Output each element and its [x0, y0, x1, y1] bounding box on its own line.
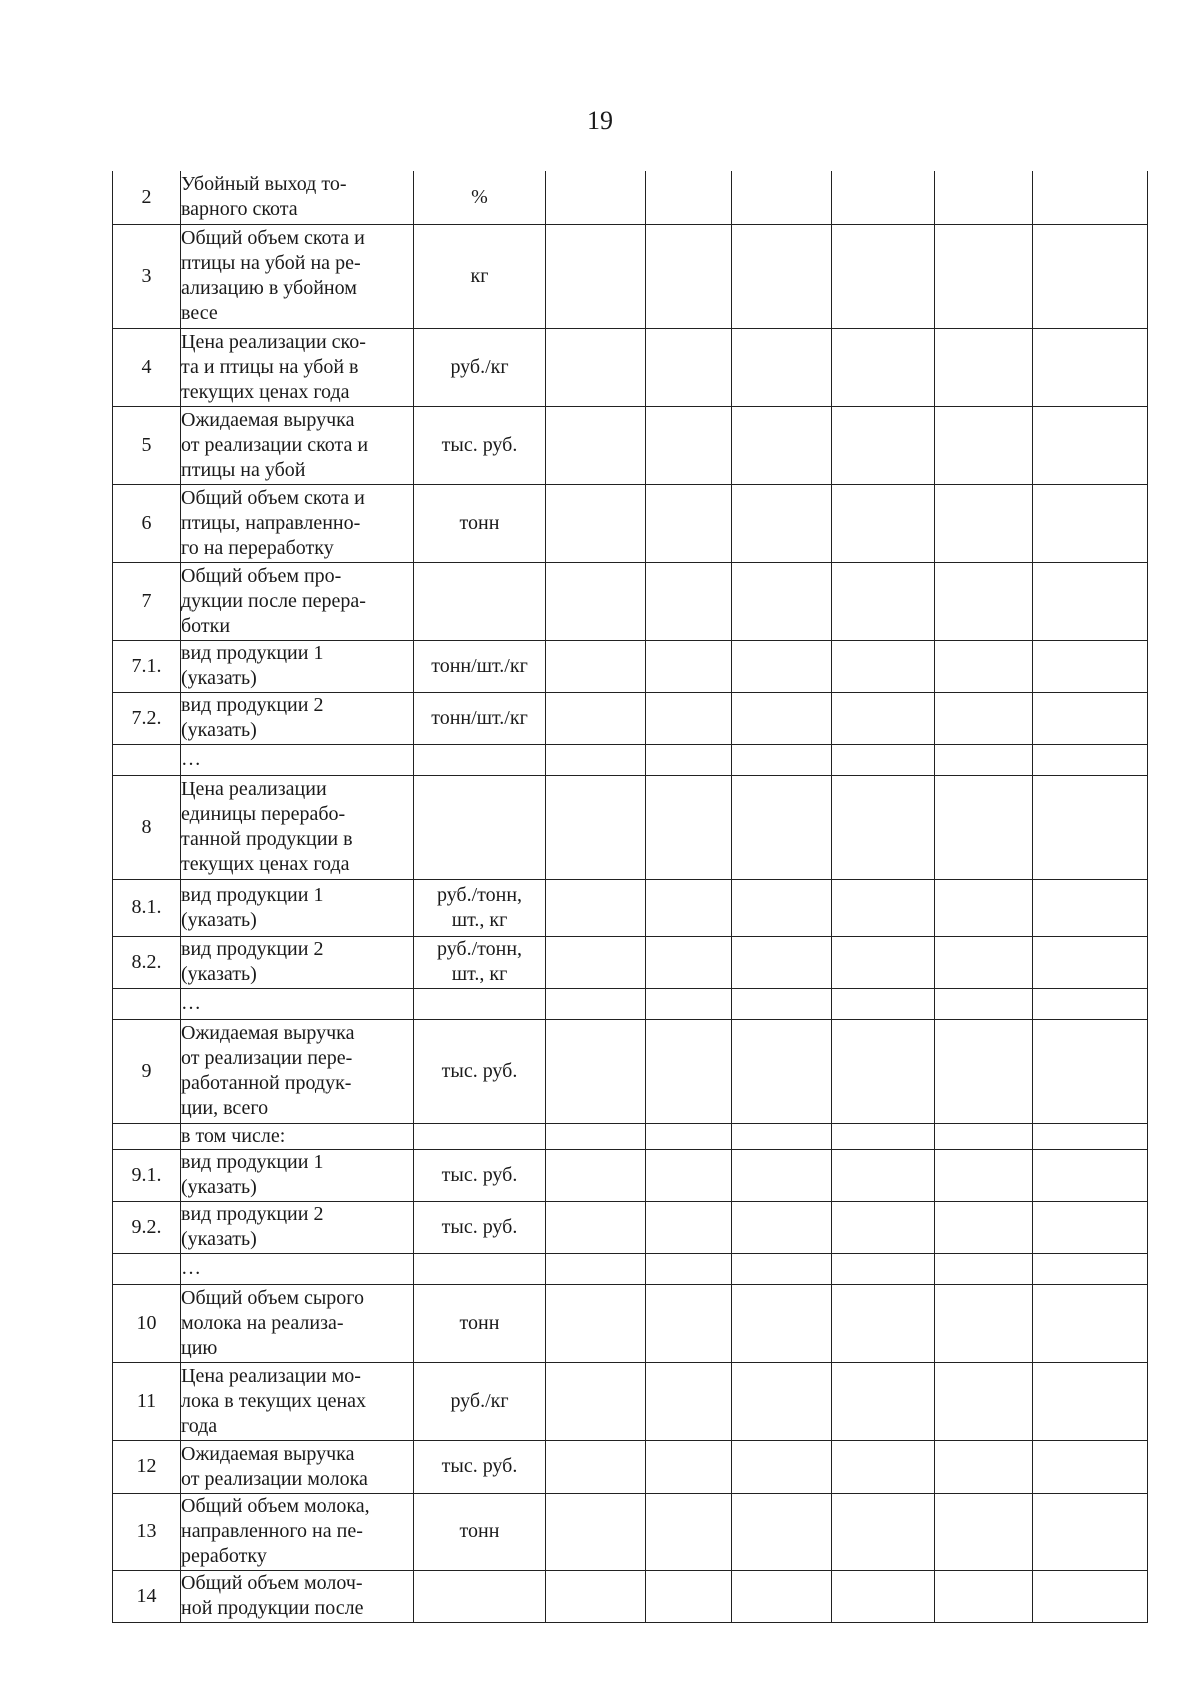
- value-cell: [1033, 1362, 1148, 1440]
- row-number: 7.1.: [113, 640, 181, 692]
- value-cell: [546, 1493, 646, 1570]
- value-cell: [935, 406, 1033, 484]
- indicator-table: [112, 171, 1148, 1623]
- value-cell: [832, 936, 935, 988]
- row-number: 3: [113, 224, 181, 328]
- table-row: [113, 328, 1148, 406]
- value-cell: [1033, 1493, 1148, 1570]
- value-cell: [832, 1019, 935, 1123]
- table-row: [113, 562, 1148, 640]
- indicator-name: …: [181, 988, 414, 1019]
- value-cell: [935, 744, 1033, 775]
- value-cell: [832, 775, 935, 879]
- value-cell: [546, 692, 646, 744]
- value-cell: [935, 1253, 1033, 1284]
- value-cell: [546, 1284, 646, 1362]
- value-cell: [935, 1570, 1033, 1622]
- indicator-name: Убойный выход то- варного скота: [181, 171, 414, 224]
- row-number: 11: [113, 1362, 181, 1440]
- table-row: [113, 1019, 1148, 1123]
- value-cell: [832, 1201, 935, 1253]
- value-cell: [646, 1201, 732, 1253]
- value-cell: [546, 640, 646, 692]
- row-number: 8.1.: [113, 879, 181, 936]
- value-cell: [546, 406, 646, 484]
- value-cell: [546, 562, 646, 640]
- value-cell: [732, 988, 832, 1019]
- value-cell: [1033, 640, 1148, 692]
- value-cell: [1033, 775, 1148, 879]
- value-cell: [732, 328, 832, 406]
- row-number: 12: [113, 1440, 181, 1493]
- value-cell: [732, 1201, 832, 1253]
- value-cell: [1033, 1019, 1148, 1123]
- value-cell: [732, 1149, 832, 1201]
- value-cell: [646, 1362, 732, 1440]
- unit-of-measure: кг: [414, 224, 546, 328]
- value-cell: [732, 640, 832, 692]
- row-number: 2: [113, 171, 181, 224]
- table-row: [113, 224, 1148, 328]
- value-cell: [546, 328, 646, 406]
- unit-of-measure: руб./кг: [414, 328, 546, 406]
- value-cell: [1033, 406, 1148, 484]
- unit-of-measure: тонн/шт./кг: [414, 692, 546, 744]
- value-cell: [646, 988, 732, 1019]
- value-cell: [732, 879, 832, 936]
- unit-of-measure: руб./тонн, шт., кг: [414, 936, 546, 988]
- value-cell: [732, 406, 832, 484]
- value-cell: [935, 879, 1033, 936]
- value-cell: [546, 1019, 646, 1123]
- value-cell: [832, 1253, 935, 1284]
- unit-of-measure: тыс. руб.: [414, 1149, 546, 1201]
- value-cell: [546, 936, 646, 988]
- unit-of-measure: [414, 562, 546, 640]
- table-row: [113, 1570, 1148, 1622]
- value-cell: [732, 1253, 832, 1284]
- value-cell: [732, 1440, 832, 1493]
- value-cell: [832, 562, 935, 640]
- value-cell: [546, 1440, 646, 1493]
- value-cell: [646, 484, 732, 562]
- value-cell: [935, 1149, 1033, 1201]
- value-cell: [832, 1570, 935, 1622]
- value-cell: [1033, 1123, 1148, 1149]
- table-row: [113, 692, 1148, 744]
- indicator-name: Общий объем скота и птицы, направленно- го на переработку: [181, 484, 414, 562]
- indicator-name: Ожидаемая выручка от реализации молока: [181, 1440, 414, 1493]
- value-cell: [1033, 171, 1148, 224]
- value-cell: [546, 744, 646, 775]
- value-cell: [646, 1284, 732, 1362]
- row-number: 5: [113, 406, 181, 484]
- row-number: [113, 988, 181, 1019]
- row-number: 9: [113, 1019, 181, 1123]
- table-row: [113, 1284, 1148, 1362]
- value-cell: [546, 1149, 646, 1201]
- value-cell: [935, 1493, 1033, 1570]
- value-cell: [646, 692, 732, 744]
- value-cell: [935, 328, 1033, 406]
- value-cell: [546, 484, 646, 562]
- unit-of-measure: [414, 988, 546, 1019]
- indicator-name: вид продукции 2 (указать): [181, 1201, 414, 1253]
- value-cell: [546, 1570, 646, 1622]
- row-number: 13: [113, 1493, 181, 1570]
- value-cell: [1033, 988, 1148, 1019]
- value-cell: [832, 1284, 935, 1362]
- value-cell: [935, 1440, 1033, 1493]
- row-number: 6: [113, 484, 181, 562]
- unit-of-measure: тыс. руб.: [414, 1440, 546, 1493]
- value-cell: [646, 744, 732, 775]
- indicator-name: вид продукции 1 (указать): [181, 879, 414, 936]
- value-cell: [935, 692, 1033, 744]
- table-row: [113, 744, 1148, 775]
- table-row: [113, 1201, 1148, 1253]
- value-cell: [1033, 692, 1148, 744]
- value-cell: [1033, 744, 1148, 775]
- value-cell: [646, 562, 732, 640]
- value-cell: [646, 1493, 732, 1570]
- value-cell: [646, 1149, 732, 1201]
- table-row: [113, 988, 1148, 1019]
- value-cell: [935, 640, 1033, 692]
- value-cell: [546, 879, 646, 936]
- indicator-name: Цена реализации мо- лока в текущих ценах года: [181, 1362, 414, 1440]
- indicator-name: Общий объем сырого молока на реализа- цию: [181, 1284, 414, 1362]
- unit-of-measure: тонн: [414, 484, 546, 562]
- value-cell: [732, 1570, 832, 1622]
- row-number: 9.1.: [113, 1149, 181, 1201]
- value-cell: [646, 1440, 732, 1493]
- value-cell: [832, 328, 935, 406]
- table-row: [113, 406, 1148, 484]
- row-number: 7: [113, 562, 181, 640]
- unit-of-measure: тыс. руб.: [414, 1201, 546, 1253]
- value-cell: [732, 1123, 832, 1149]
- value-cell: [732, 224, 832, 328]
- unit-of-measure: [414, 1253, 546, 1284]
- value-cell: [732, 1019, 832, 1123]
- unit-of-measure: тыс. руб.: [414, 1019, 546, 1123]
- unit-of-measure: [414, 1123, 546, 1149]
- value-cell: [646, 1570, 732, 1622]
- value-cell: [832, 224, 935, 328]
- value-cell: [732, 744, 832, 775]
- unit-of-measure: руб./кг: [414, 1362, 546, 1440]
- value-cell: [1033, 1253, 1148, 1284]
- value-cell: [546, 775, 646, 879]
- value-cell: [732, 562, 832, 640]
- value-cell: [935, 171, 1033, 224]
- indicator-name: Общий объем молока, направленного на пе- реработку: [181, 1493, 414, 1570]
- value-cell: [1033, 484, 1148, 562]
- value-cell: [935, 936, 1033, 988]
- value-cell: [935, 988, 1033, 1019]
- value-cell: [646, 224, 732, 328]
- value-cell: [832, 171, 935, 224]
- unit-of-measure: руб./тонн, шт., кг: [414, 879, 546, 936]
- table-row: [113, 775, 1148, 879]
- indicator-name: …: [181, 744, 414, 775]
- value-cell: [646, 328, 732, 406]
- row-number: 9.2.: [113, 1201, 181, 1253]
- indicator-name: Общий объем скота и птицы на убой на ре- ализацию в убойном весе: [181, 224, 414, 328]
- value-cell: [732, 484, 832, 562]
- indicator-name: вид продукции 1 (указать): [181, 640, 414, 692]
- value-cell: [832, 879, 935, 936]
- unit-of-measure: [414, 775, 546, 879]
- unit-of-measure: тонн/шт./кг: [414, 640, 546, 692]
- table-row: [113, 879, 1148, 936]
- row-number: [113, 1123, 181, 1149]
- value-cell: [1033, 1570, 1148, 1622]
- value-cell: [732, 936, 832, 988]
- value-cell: [935, 1362, 1033, 1440]
- indicator-name: вид продукции 1 (указать): [181, 1149, 414, 1201]
- table-row: [113, 1362, 1148, 1440]
- row-number: [113, 1253, 181, 1284]
- value-cell: [832, 1493, 935, 1570]
- value-cell: [935, 1284, 1033, 1362]
- unit-of-measure: тонн: [414, 1493, 546, 1570]
- indicator-name: Общий объем молоч- ной продукции после: [181, 1570, 414, 1622]
- value-cell: [935, 562, 1033, 640]
- value-cell: [832, 1123, 935, 1149]
- value-cell: [1033, 936, 1148, 988]
- value-cell: [832, 406, 935, 484]
- value-cell: [832, 1149, 935, 1201]
- indicator-name: Ожидаемая выручка от реализации скота и птицы на убой: [181, 406, 414, 484]
- value-cell: [935, 1019, 1033, 1123]
- value-cell: [646, 1123, 732, 1149]
- value-cell: [832, 988, 935, 1019]
- indicator-name: вид продукции 2 (указать): [181, 692, 414, 744]
- indicator-name: …: [181, 1253, 414, 1284]
- indicator-name: Общий объем про- дукции после перера- ботки: [181, 562, 414, 640]
- value-cell: [1033, 328, 1148, 406]
- table-row: [113, 1253, 1148, 1284]
- value-cell: [935, 224, 1033, 328]
- value-cell: [1033, 879, 1148, 936]
- indicator-name: Ожидаемая выручка от реализации пере- работанной продук- ции, всего: [181, 1019, 414, 1123]
- value-cell: [1033, 562, 1148, 640]
- row-number: 14: [113, 1570, 181, 1622]
- value-cell: [646, 775, 732, 879]
- indicator-table-body: [113, 171, 1148, 1622]
- row-number: [113, 744, 181, 775]
- value-cell: [832, 1362, 935, 1440]
- value-cell: [732, 1362, 832, 1440]
- value-cell: [546, 171, 646, 224]
- indicator-name: вид продукции 2 (указать): [181, 936, 414, 988]
- value-cell: [646, 406, 732, 484]
- row-number: 7.2.: [113, 692, 181, 744]
- table-row: [113, 171, 1148, 224]
- unit-of-measure: %: [414, 171, 546, 224]
- value-cell: [1033, 1440, 1148, 1493]
- value-cell: [732, 1284, 832, 1362]
- value-cell: [732, 171, 832, 224]
- value-cell: [646, 879, 732, 936]
- value-cell: [646, 1253, 732, 1284]
- value-cell: [832, 744, 935, 775]
- value-cell: [546, 1362, 646, 1440]
- table-row: [113, 1149, 1148, 1201]
- value-cell: [1033, 1149, 1148, 1201]
- unit-of-measure: [414, 1570, 546, 1622]
- unit-of-measure: [414, 744, 546, 775]
- value-cell: [1033, 1201, 1148, 1253]
- table-row: [113, 1493, 1148, 1570]
- value-cell: [546, 1201, 646, 1253]
- value-cell: [935, 775, 1033, 879]
- value-cell: [732, 1493, 832, 1570]
- value-cell: [832, 1440, 935, 1493]
- indicator-name: в том числе:: [181, 1123, 414, 1149]
- value-cell: [546, 988, 646, 1019]
- value-cell: [546, 1253, 646, 1284]
- row-number: 8.2.: [113, 936, 181, 988]
- value-cell: [546, 1123, 646, 1149]
- value-cell: [732, 775, 832, 879]
- table-row: [113, 1123, 1148, 1149]
- row-number: 10: [113, 1284, 181, 1362]
- table-row: [113, 640, 1148, 692]
- value-cell: [832, 692, 935, 744]
- value-cell: [732, 692, 832, 744]
- value-cell: [935, 484, 1033, 562]
- value-cell: [646, 1019, 732, 1123]
- value-cell: [832, 484, 935, 562]
- table-row: [113, 936, 1148, 988]
- value-cell: [646, 171, 732, 224]
- value-cell: [646, 640, 732, 692]
- value-cell: [935, 1123, 1033, 1149]
- table-row: [113, 484, 1148, 562]
- value-cell: [1033, 224, 1148, 328]
- unit-of-measure: тыс. руб.: [414, 406, 546, 484]
- indicator-name: Цена реализации ско- та и птицы на убой в текущих ценах года: [181, 328, 414, 406]
- row-number: 8: [113, 775, 181, 879]
- row-number: 4: [113, 328, 181, 406]
- value-cell: [832, 640, 935, 692]
- table-row: [113, 1440, 1148, 1493]
- value-cell: [1033, 1284, 1148, 1362]
- value-cell: [646, 936, 732, 988]
- unit-of-measure: тонн: [414, 1284, 546, 1362]
- indicator-name: Цена реализации единицы перерабо- танной продукции в текущих ценах года: [181, 775, 414, 879]
- value-cell: [935, 1201, 1033, 1253]
- value-cell: [546, 224, 646, 328]
- page-number: 19: [587, 106, 613, 135]
